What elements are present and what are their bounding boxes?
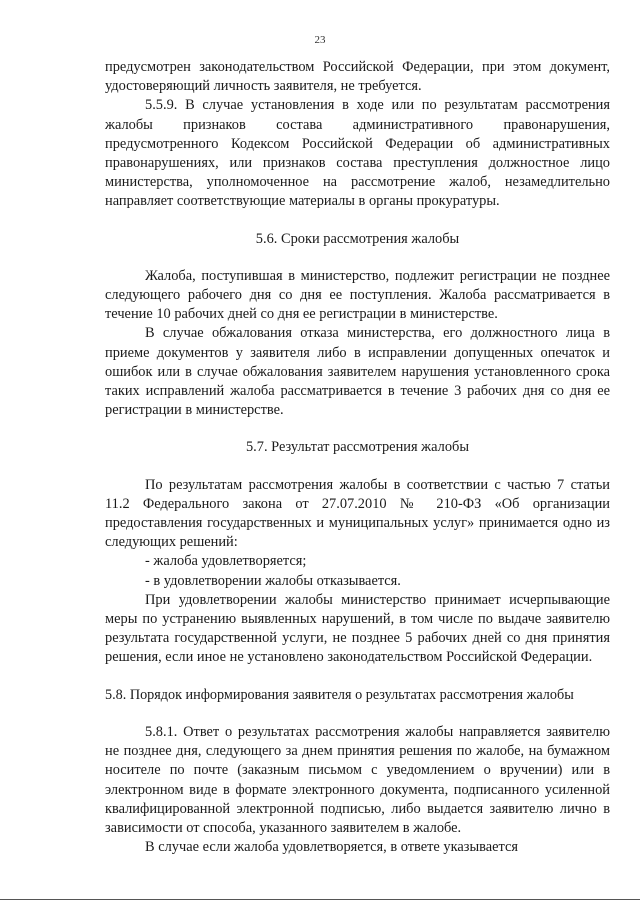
paragraph-5-5-9: 5.5.9. В случае установления в ходе или по результатам рассмотрения жалобы признаков состава административного правонарушения, предусмотренного Кодексом Российской Федерации об административных правонарушениях, или признаков состава преступления должностное лицо министерства, уполномоченное на рассмотрение жалоб, незамедлительно направляет соответствующие материалы в органы прокуратуры. xyxy=(105,97,610,210)
paragraph-answer-content: В случае если жалоба удовлетворяется, в ответе указывается xyxy=(145,839,518,856)
section-heading-5-7: 5.7. Результат рассмотрения жалобы xyxy=(245,439,470,456)
page-number: 23 xyxy=(314,34,326,46)
paragraph-results: По результатам рассмотрения жалобы в соответствии с частью 7 статьи 11.2 Федерального закона от 27.07.2010 № 210-ФЗ «Об организации предоставления государственных и муниципальных услуг» принимается одно из следующих решений: xyxy=(105,476,610,551)
section-heading-5-8: 5.8. Порядок информирования заявителя о результатах рассмотрения жалобы xyxy=(105,686,574,703)
page-bottom-edge xyxy=(0,899,640,900)
paragraph-satisfaction-measures: При удовлетворении жалобы министерство принимает исчерпывающие меры по устранению выявленных нарушений, в том числе по выдаче заявителю результата государственной услуги, не позднее 5 рабочих дней со дня принятия решения, если иное не установлено законодательством Российской Федерации. xyxy=(105,591,610,666)
document-body xyxy=(105,58,610,857)
paragraph-continuation: предусмотрен законодательством Российской Федерации, при этом документ, удостоверяющий личность заявителя, не требуется. xyxy=(105,59,610,95)
section-heading-5-6: 5.6. Сроки рассмотрения жалобы xyxy=(255,230,460,247)
paragraph-appeal-refusal: В случае обжалования отказа министерства, его должностного лица в приеме документов у заявителя либо в исправлении допущенных опечаток и ошибок или в случае обжалования заявителем нарушения установленного срока таких исправлений жалоба рассматривается в течение 3 рабочих дня со дня ее регистрации в министерстве. xyxy=(105,325,610,419)
list-item-satisfied: - жалоба удовлетворяется; xyxy=(145,553,307,570)
list-item-refused: - в удовлетворении жалобы отказывается. xyxy=(145,572,401,589)
paragraph-5-8-1: 5.8.1. Ответ о результатах рассмотрения жалобы направляется заявителю не позднее дня, следующего за днем принятия решения по жалобе, на бумажном носителе по почте (заказным письмом с уведомлением о вручении) или в электронном виде в формате электронного документа, подписанного усиленной квалифицированной электронной подписью, либо выдается заявителю лично в зависимости от способа, указанного заявителем в жалобе. xyxy=(105,723,610,836)
paragraph-complaint-registration: Жалоба, поступившая в министерство, подлежит регистрации не позднее следующего рабочего дня со дня ее поступления. Жалоба рассматривается в течение 10 рабочих дней со дня ее регистрации в министерстве. xyxy=(105,267,610,323)
